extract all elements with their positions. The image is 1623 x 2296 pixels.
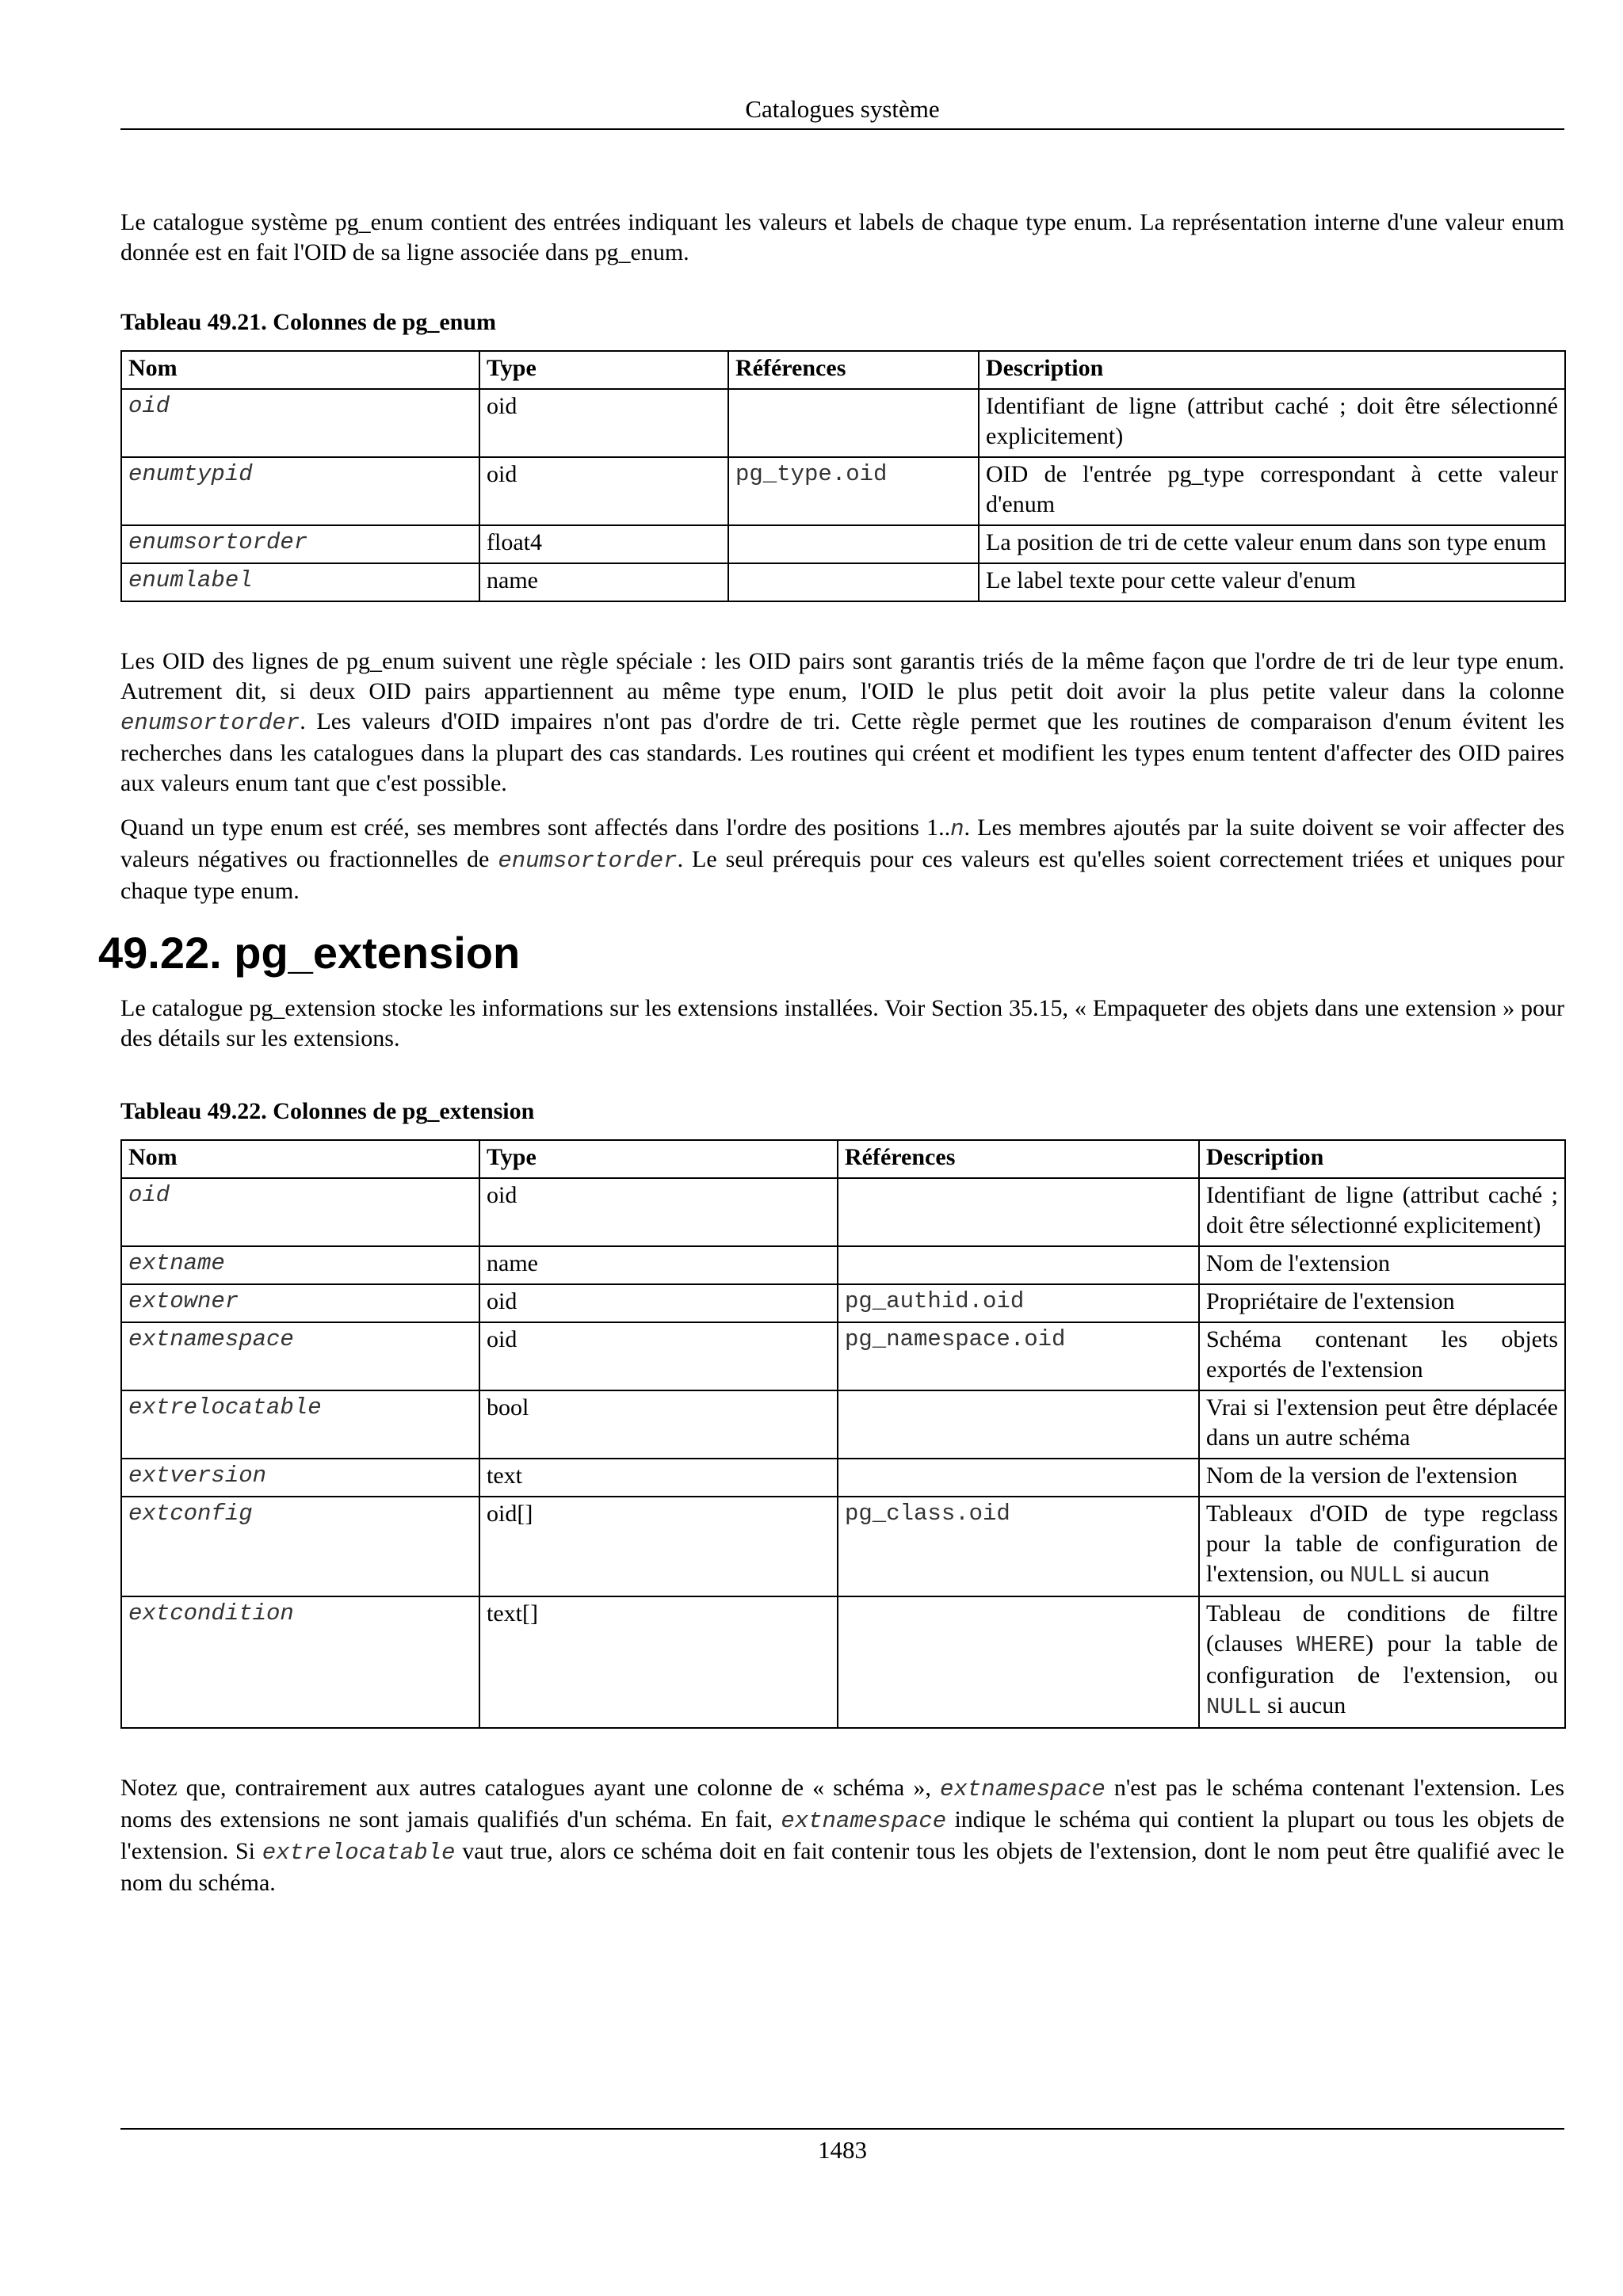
table-header-row bbox=[121, 1140, 1565, 1178]
column-desc-cell: Vrai si l'extension peut être déplacée dans un autre schéma bbox=[1199, 1390, 1565, 1459]
text-run: n'est pas le schéma contenant l'extension. Les noms des extensions ne sont jamais qualifiés d'un schéma. En fait, bbox=[120, 1775, 1564, 1833]
column-ref-cell: pg_namespace.oid bbox=[838, 1322, 1199, 1390]
text-run: Tableau de conditions de filtre (clauses bbox=[1206, 1600, 1558, 1657]
table-row bbox=[121, 1178, 1565, 1246]
table-row bbox=[121, 1497, 1565, 1596]
column-type-cell: name bbox=[479, 1246, 838, 1284]
column-ref-cell bbox=[838, 1459, 1199, 1497]
inline-code: extnamespace bbox=[939, 1776, 1106, 1802]
column-type-cell: bool bbox=[479, 1390, 838, 1459]
table-row bbox=[121, 1596, 1565, 1728]
column-name-cell: extconfig bbox=[121, 1497, 479, 1596]
column-ref-cell: pg_class.oid bbox=[838, 1497, 1199, 1596]
column-type-cell: oid[] bbox=[479, 1497, 838, 1596]
note-paragraph bbox=[120, 1773, 1564, 1898]
column-header: Nom bbox=[121, 1140, 479, 1178]
column-type-cell: float4 bbox=[479, 525, 728, 563]
column-desc-cell: OID de l'entrée pg_type correspondant à cette valeur d'enum bbox=[979, 457, 1565, 525]
page-number: 1483 bbox=[120, 2128, 1564, 2166]
column-ref-cell bbox=[728, 525, 979, 563]
table-row bbox=[121, 1459, 1565, 1497]
inline-code: enumsortorder bbox=[498, 848, 678, 874]
table-row bbox=[121, 457, 1565, 525]
column-desc-cell bbox=[1199, 1596, 1565, 1728]
inline-code: extrelocatable bbox=[262, 1840, 456, 1866]
column-header: Type bbox=[479, 351, 728, 389]
column-name-cell: extversion bbox=[121, 1459, 479, 1497]
column-ref-cell bbox=[838, 1178, 1199, 1246]
table-row bbox=[121, 1246, 1565, 1284]
column-ref-cell bbox=[728, 563, 979, 601]
inline-code: NULL bbox=[1206, 1694, 1262, 1720]
text-run: Notez que, contrairement aux autres catalogues ayant une colonne de « schéma », bbox=[120, 1775, 940, 1801]
column-type-cell: oid bbox=[479, 457, 728, 525]
column-type-cell: oid bbox=[479, 389, 728, 457]
column-ref-cell: pg_type.oid bbox=[728, 457, 979, 525]
intro-enum-paragraph: Le catalogue système pg_enum contient des entrées indiquant les valeurs et labels de chaque type enum. La représentation interne d'une valeur enum donnée est en fait l'OID de sa ligne associée dans pg_enum. bbox=[120, 209, 1564, 265]
column-ref-cell bbox=[838, 1390, 1199, 1459]
table-enum bbox=[120, 350, 1566, 602]
table-row bbox=[121, 1322, 1565, 1390]
column-name-cell: enumtypid bbox=[121, 457, 479, 525]
text-run: Quand un type enum est créé, ses membres sont affectés dans l'ordre des positions 1.. bbox=[120, 814, 951, 841]
column-type-cell: oid bbox=[479, 1322, 838, 1390]
column-desc-cell: Identifiant de ligne (attribut caché ; doit être sélectionné explicitement) bbox=[979, 389, 1565, 457]
column-desc-cell: Schéma contenant les objets exportés de l'extension bbox=[1199, 1322, 1565, 1390]
column-header: Type bbox=[479, 1140, 838, 1178]
column-type-cell: oid bbox=[479, 1178, 838, 1246]
column-ref-cell: pg_authid.oid bbox=[838, 1284, 1199, 1322]
table-row bbox=[121, 525, 1565, 563]
table-enum-caption: Tableau 49.21. Colonnes de pg_enum bbox=[120, 309, 496, 335]
column-name-cell: extowner bbox=[121, 1284, 479, 1322]
column-desc-cell: Nom de l'extension bbox=[1199, 1246, 1565, 1284]
column-desc-cell bbox=[1199, 1497, 1565, 1596]
text-run: Les OID des lignes de pg_enum suivent une règle spéciale : les OID pairs sont garantis triés de la même façon que l'ordre de tri de leur type enum. Autrement dit, si deux OID pairs appartiennent au même type enum, l'OID le plus petit doit avoir la plus petite valeur dans la colonne bbox=[120, 648, 1564, 704]
text-run: . Le seul prérequis pour ces valeurs est qu'elles soient correctement triées et uniques pour chaque type enum. bbox=[120, 846, 1565, 904]
table-row bbox=[121, 389, 1565, 457]
column-name-cell: extcondition bbox=[121, 1596, 479, 1728]
column-header: Description bbox=[1199, 1140, 1565, 1178]
inline-code: NULL bbox=[1350, 1562, 1405, 1589]
column-ref-cell bbox=[838, 1246, 1199, 1284]
column-name-cell: oid bbox=[121, 1178, 479, 1246]
text-run: indique le schéma qui contient la plupart ou tous les objets de l'extension. Si bbox=[120, 1806, 1565, 1864]
text-run: . Les valeurs d'OID impaires n'ont pas d'ordre de tri. Cette règle permet que les routines de comparaison d'enum évitent les recherches dans les catalogues dans la plupart des cas standards. Les routines qui créent et modifient les types enum tentent d'affecter des OID paires aux valeurs enum tant que c'est possible. bbox=[120, 708, 1564, 796]
text-run: si aucun bbox=[1261, 1692, 1346, 1718]
running-header: Catalogues système bbox=[120, 93, 1564, 130]
table-row bbox=[121, 1390, 1565, 1459]
column-ref-cell bbox=[838, 1596, 1199, 1728]
column-header: Nom bbox=[121, 351, 479, 389]
table-row bbox=[121, 1284, 1565, 1322]
column-ref-cell bbox=[728, 389, 979, 457]
column-desc-cell: Identifiant de ligne (attribut caché ; doit être sélectionné explicitement) bbox=[1199, 1178, 1565, 1246]
column-name-cell: oid bbox=[121, 389, 479, 457]
column-desc-cell: Le label texte pour cette valeur d'enum bbox=[979, 563, 1565, 601]
table-extension bbox=[120, 1139, 1566, 1729]
page-content bbox=[98, 208, 1565, 1898]
members-paragraph bbox=[120, 813, 1564, 906]
inline-code: n bbox=[950, 816, 964, 842]
text-run: Tableaux d'OID de type regclass pour la table de configuration de l'extension, ou bbox=[1206, 1501, 1558, 1587]
column-header: Description bbox=[979, 351, 1565, 389]
column-type-cell: text[] bbox=[479, 1596, 838, 1728]
column-type-cell: text bbox=[479, 1459, 838, 1497]
section-title: 49.22. pg_extension bbox=[98, 928, 521, 978]
column-header: Références bbox=[728, 351, 979, 389]
text-run: ) pour la table de configuration de l'extension, ou bbox=[1206, 1630, 1558, 1688]
column-name-cell: extrelocatable bbox=[121, 1390, 479, 1459]
table-ext-caption: Tableau 49.22. Colonnes de pg_extension bbox=[120, 1098, 535, 1124]
column-type-cell: name bbox=[479, 563, 728, 601]
inline-code: enumsortorder bbox=[120, 710, 300, 736]
text-run: si aucun bbox=[1404, 1561, 1490, 1587]
column-name-cell: enumlabel bbox=[121, 563, 479, 601]
column-type-cell: oid bbox=[479, 1284, 838, 1322]
column-name-cell: extname bbox=[121, 1246, 479, 1284]
text-run: vaut true, alors ce schéma doit en fait contenir tous les objets de l'extension, dont le nom peut être qualifié avec le nom du schéma. bbox=[120, 1838, 1564, 1896]
inline-code: WHERE bbox=[1296, 1632, 1366, 1658]
column-desc-cell: La position de tri de cette valeur enum dans son type enum bbox=[979, 525, 1565, 563]
column-desc-cell: Nom de la version de l'extension bbox=[1199, 1459, 1565, 1497]
column-desc-cell: Propriétaire de l'extension bbox=[1199, 1284, 1565, 1322]
column-header: Références bbox=[838, 1140, 1199, 1178]
table-row bbox=[121, 563, 1565, 601]
table-header-row bbox=[121, 351, 1565, 389]
column-name-cell: enumsortorder bbox=[121, 525, 479, 563]
column-name-cell: extnamespace bbox=[121, 1322, 479, 1390]
oid-rule-paragraph bbox=[120, 646, 1564, 799]
intro-extension-paragraph: Le catalogue pg_extension stocke les informations sur les extensions installées. Voir Section 35.15, « Empaqueter des objets dans une extension » pour des détails sur les extensions. bbox=[120, 995, 1564, 1051]
text-run: . Les membres ajoutés par la suite doivent se voir affecter des valeurs négatives ou fractionnelles de bbox=[120, 814, 1564, 872]
inline-code: extnamespace bbox=[781, 1808, 947, 1834]
